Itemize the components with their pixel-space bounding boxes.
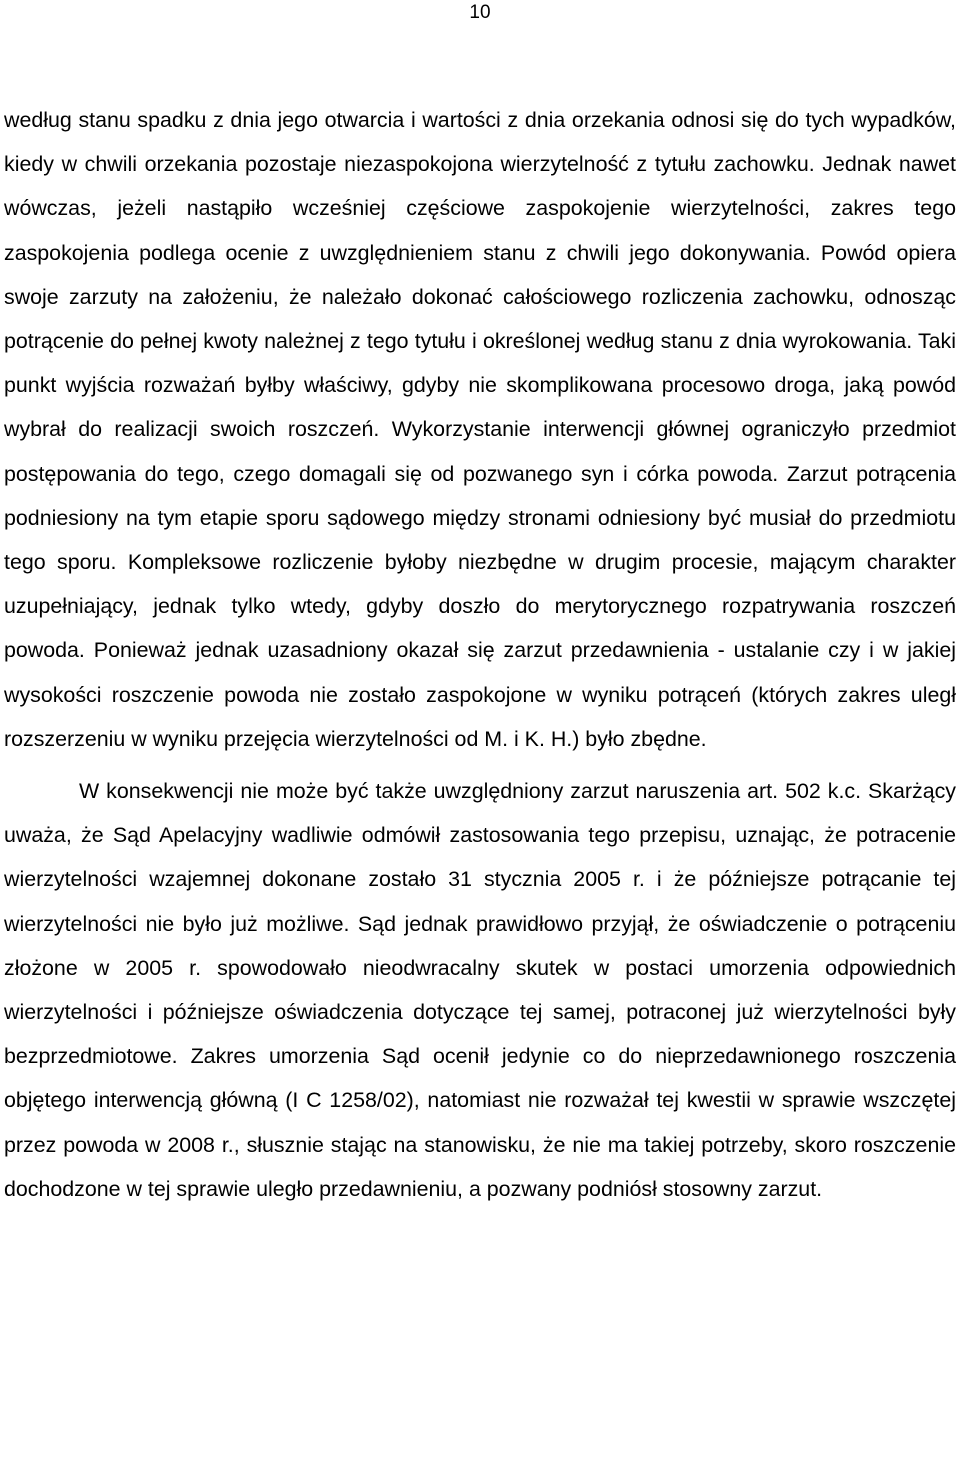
document-body bbox=[4, 98, 956, 1211]
paragraph-2: W konsekwencji nie może być także uwzględniony zarzut naruszenia art. 502 k.c. Skarżący uważa, że Sąd Apelacyjny wadliwie odmówił zastosowania tego przepisu, uznając, że potracenie wierzytelności wzajemnej dokonane zostało 31 stycznia 2005 r. i że późniejsze potrącanie tej wierzytelności nie było już możliwe. Sąd jednak prawidłowo przyjął, że oświadczenie o potrąceniu złożone w 2005 r. spowodowało nieodwracalny skutek w postaci umorzenia odpowiednich wierzytelności i późniejsze oświadczenia dotyczące tej samej, potraconej już wierzytelności były bezprzedmiotowe. Zakres umorzenia Sąd ocenił jedynie co do nieprzedawnionego roszczenia objętego interwencją główną (I C 1258/02), natomiast nie rozważał tej kwestii w sprawie wszczętej przez powoda w 2008 r., słusznie stając na stanowisku, że nie ma takiej potrzeby, skoro roszczenie dochodzone w tej sprawie uległo przedawnieniu, a pozwany podniósł stosowny zarzut. bbox=[4, 779, 956, 1201]
paragraph-1: według stanu spadku z dnia jego otwarcia i wartości z dnia orzekania odnosi się do tych wypadków, kiedy w chwili orzekania pozostaje niezaspokojona wierzytelność z tytułu zachowku. Jednak nawet wówczas, jeżeli nastąpiło wcześniej częściowe zaspokojenie wierzytelności, zakres tego zaspokojenia podlega ocenie z uwzględnieniem stanu z chwili jego dokonywania. Powód opiera swoje zarzuty na założeniu, że należało dokonać całościowego rozliczenia zachowku, odnosząc potrącenie do pełnej kwoty należnej z tego tytułu i określonej według stanu z dnia wyrokowania. Taki punkt wyjścia rozważań byłby właściwy, gdyby nie skomplikowana procesowo droga, jaką powód wybrał do realizacji swoich roszczeń. Wykorzystanie interwencji głównej ograniczyło przedmiot postępowania do tego, czego domagali się od pozwanego syn i córka powoda. Zarzut potrącenia podniesiony na tym etapie sporu sądowego między stronami odniesiony być musiał do przedmiotu tego sporu. Kompleksowe rozliczenie byłoby niezbędne w drugim procesie, mającym charakter uzupełniający, jednak tylko wtedy, gdyby doszło do merytorycznego rozpatrywania roszczeń powoda. Ponieważ jednak uzasadniony okazał się zarzut przedawnienia - ustalanie czy i w jakiej wysokości roszczenie powoda nie zostało zaspokojone w wyniku potrąceń (których zakres uległ rozszerzeniu w wyniku przejęcia wierzytelności od M. i K. H.) było zbędne. bbox=[4, 108, 956, 751]
page-number: 10 bbox=[469, 2, 491, 23]
